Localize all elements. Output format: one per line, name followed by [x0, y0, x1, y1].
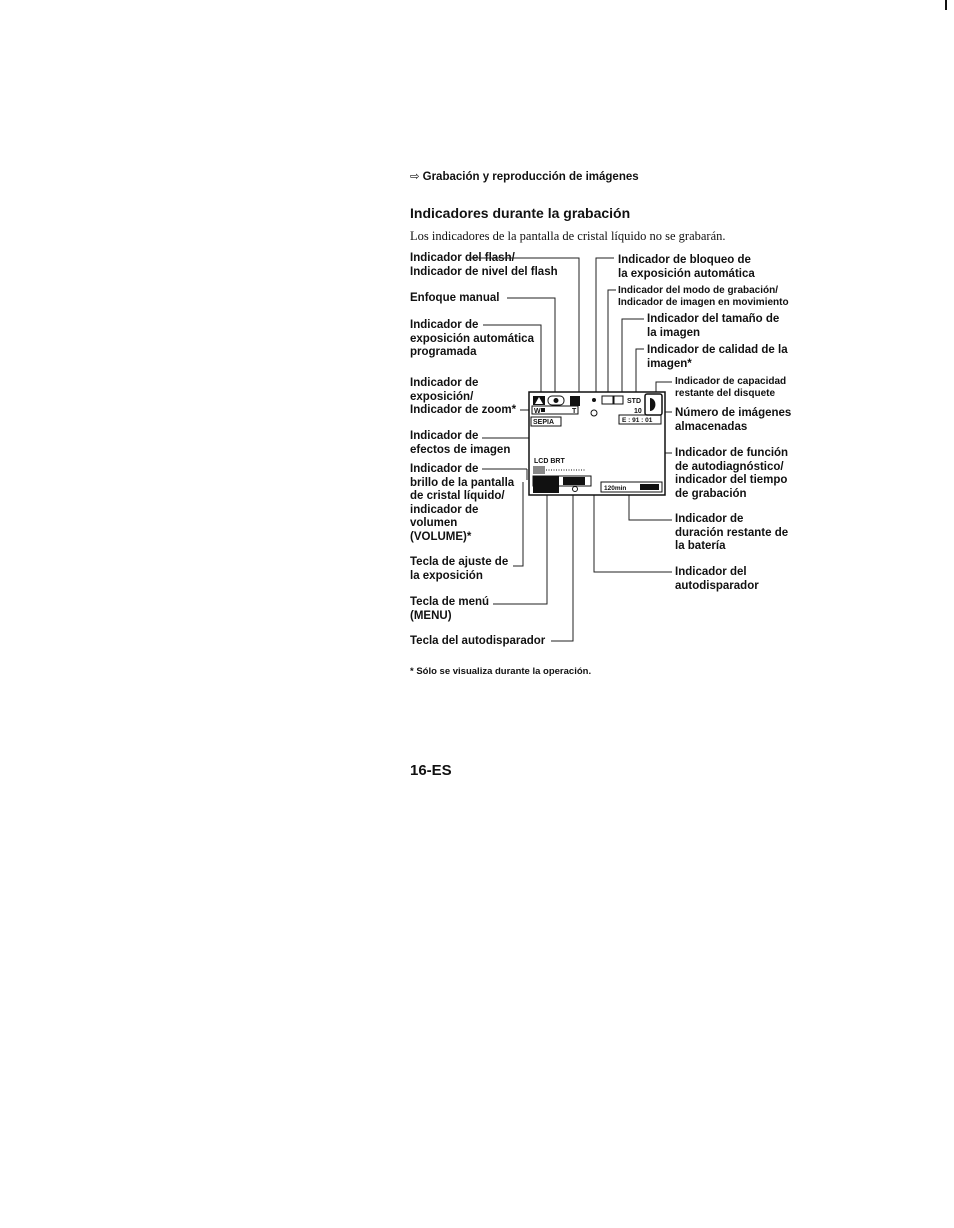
label-flash-line1: Indicador del flash/ — [410, 252, 515, 264]
label-lcd-brightness-line5: volumen — [410, 517, 458, 529]
menu-key[interactable] — [533, 476, 559, 493]
label-exposure-zoom-line3: Indicador de zoom* — [410, 404, 517, 416]
label-disk-capacity-line2: restante del disquete — [675, 388, 776, 399]
label-image-size-line1: Indicador del tamaño de — [647, 313, 780, 325]
ae-lock-icon — [592, 398, 596, 402]
image-count: 10 — [634, 408, 642, 415]
intro-text: Los indicadores de la pantalla de cristal líquido no se grabarán. — [410, 229, 726, 243]
label-rec-mode-line1: Indicador del modo de grabación/ — [618, 285, 779, 296]
label-flash-line2: Indicador de nivel del flash — [410, 265, 558, 278]
lcd-brt-label: LCD BRT — [534, 458, 565, 465]
battery-time: 120min — [604, 485, 627, 492]
label-lcd-brightness-line6: (VOLUME)* — [410, 530, 472, 543]
label-self-diagnosis-line4: de grabación — [675, 487, 747, 500]
label-exposure-key-line1: Tecla de ajuste de — [410, 556, 509, 568]
label-disk-capacity-line1: Indicador de capacidad — [675, 376, 787, 387]
quality-text: STD — [627, 398, 641, 405]
zoom-w-label: W — [534, 408, 541, 415]
label-exposure-key-line2: la exposición — [410, 569, 483, 582]
label-self-timer-line2: autodisparador — [675, 579, 759, 592]
label-self-diagnosis-line2: de autodiagnóstico/ — [675, 460, 784, 473]
label-self-diagnosis-line3: indicador del tiempo — [675, 474, 788, 486]
label-picture-effect-line1: Indicador de — [410, 430, 479, 442]
label-self-diagnosis-line1: Indicador de función — [675, 447, 789, 459]
label-picture-effect-line2: efectos de imagen — [410, 443, 511, 456]
label-program-ae-line1: Indicador de — [410, 319, 479, 331]
breadcrumb-text: Grabación y reproducción de imágenes — [422, 171, 639, 183]
lcd-screen — [529, 392, 665, 495]
label-battery-line1: Indicador de — [675, 513, 744, 525]
page-edge-mark — [945, 0, 947, 10]
label-rec-mode-line2: Indicador de imagen en movimiento — [618, 297, 789, 308]
label-self-timer-key: Tecla del autodisparador — [410, 635, 546, 647]
label-stored-images-line1: Número de imágenes — [675, 407, 792, 419]
label-ae-lock-line1: Indicador de bloqueo de — [618, 254, 751, 266]
diag-code: E : 91 : 01 — [622, 417, 653, 424]
label-exposure-zoom-line1: Indicador de — [410, 377, 479, 389]
zoom-t-label: T — [572, 408, 577, 415]
label-lcd-brightness-line1: Indicador de — [410, 463, 479, 475]
label-lcd-brightness-line2: brillo de la pantalla — [410, 476, 515, 489]
label-image-quality-line2: imagen* — [647, 357, 692, 370]
focus-dot — [554, 398, 559, 403]
label-battery-line3: la batería — [675, 540, 726, 552]
exposure-slider[interactable] — [563, 477, 585, 485]
label-image-size-line2: la imagen — [647, 326, 701, 339]
label-image-quality-line1: Indicador de calidad de la — [647, 344, 788, 356]
label-manual-focus: Enfoque manual — [410, 292, 500, 304]
battery-icon — [640, 484, 659, 490]
label-program-ae-line2: exposición automática — [410, 332, 534, 345]
label-program-ae-line3: programada — [410, 346, 477, 358]
label-exposure-zoom-line2: exposición/ — [410, 390, 474, 403]
page-number: 16-ES — [410, 762, 452, 779]
zoom-position-marker — [541, 408, 545, 412]
arrow-right-icon: ⇨ — [410, 171, 420, 183]
footnote: * Sólo se visualiza durante la operación. — [410, 666, 592, 677]
label-lcd-brightness-line4: indicador de — [410, 503, 479, 516]
label-lcd-brightness-line3: de cristal líquido/ — [410, 490, 505, 502]
program-ae-icon — [570, 396, 580, 406]
section-title: Indicadores durante la grabación — [410, 205, 631, 221]
label-stored-images-line2: almacenadas — [675, 420, 748, 433]
label-ae-lock-line2: la exposición automática — [618, 267, 755, 280]
effect-text: SEPIA — [533, 419, 555, 426]
label-self-timer-line1: Indicador del — [675, 566, 747, 578]
label-menu-key-line1: Tecla de menú — [410, 596, 490, 608]
label-battery-line2: duración restante de — [675, 526, 789, 539]
label-menu-key-line2: (MENU) — [410, 609, 452, 622]
